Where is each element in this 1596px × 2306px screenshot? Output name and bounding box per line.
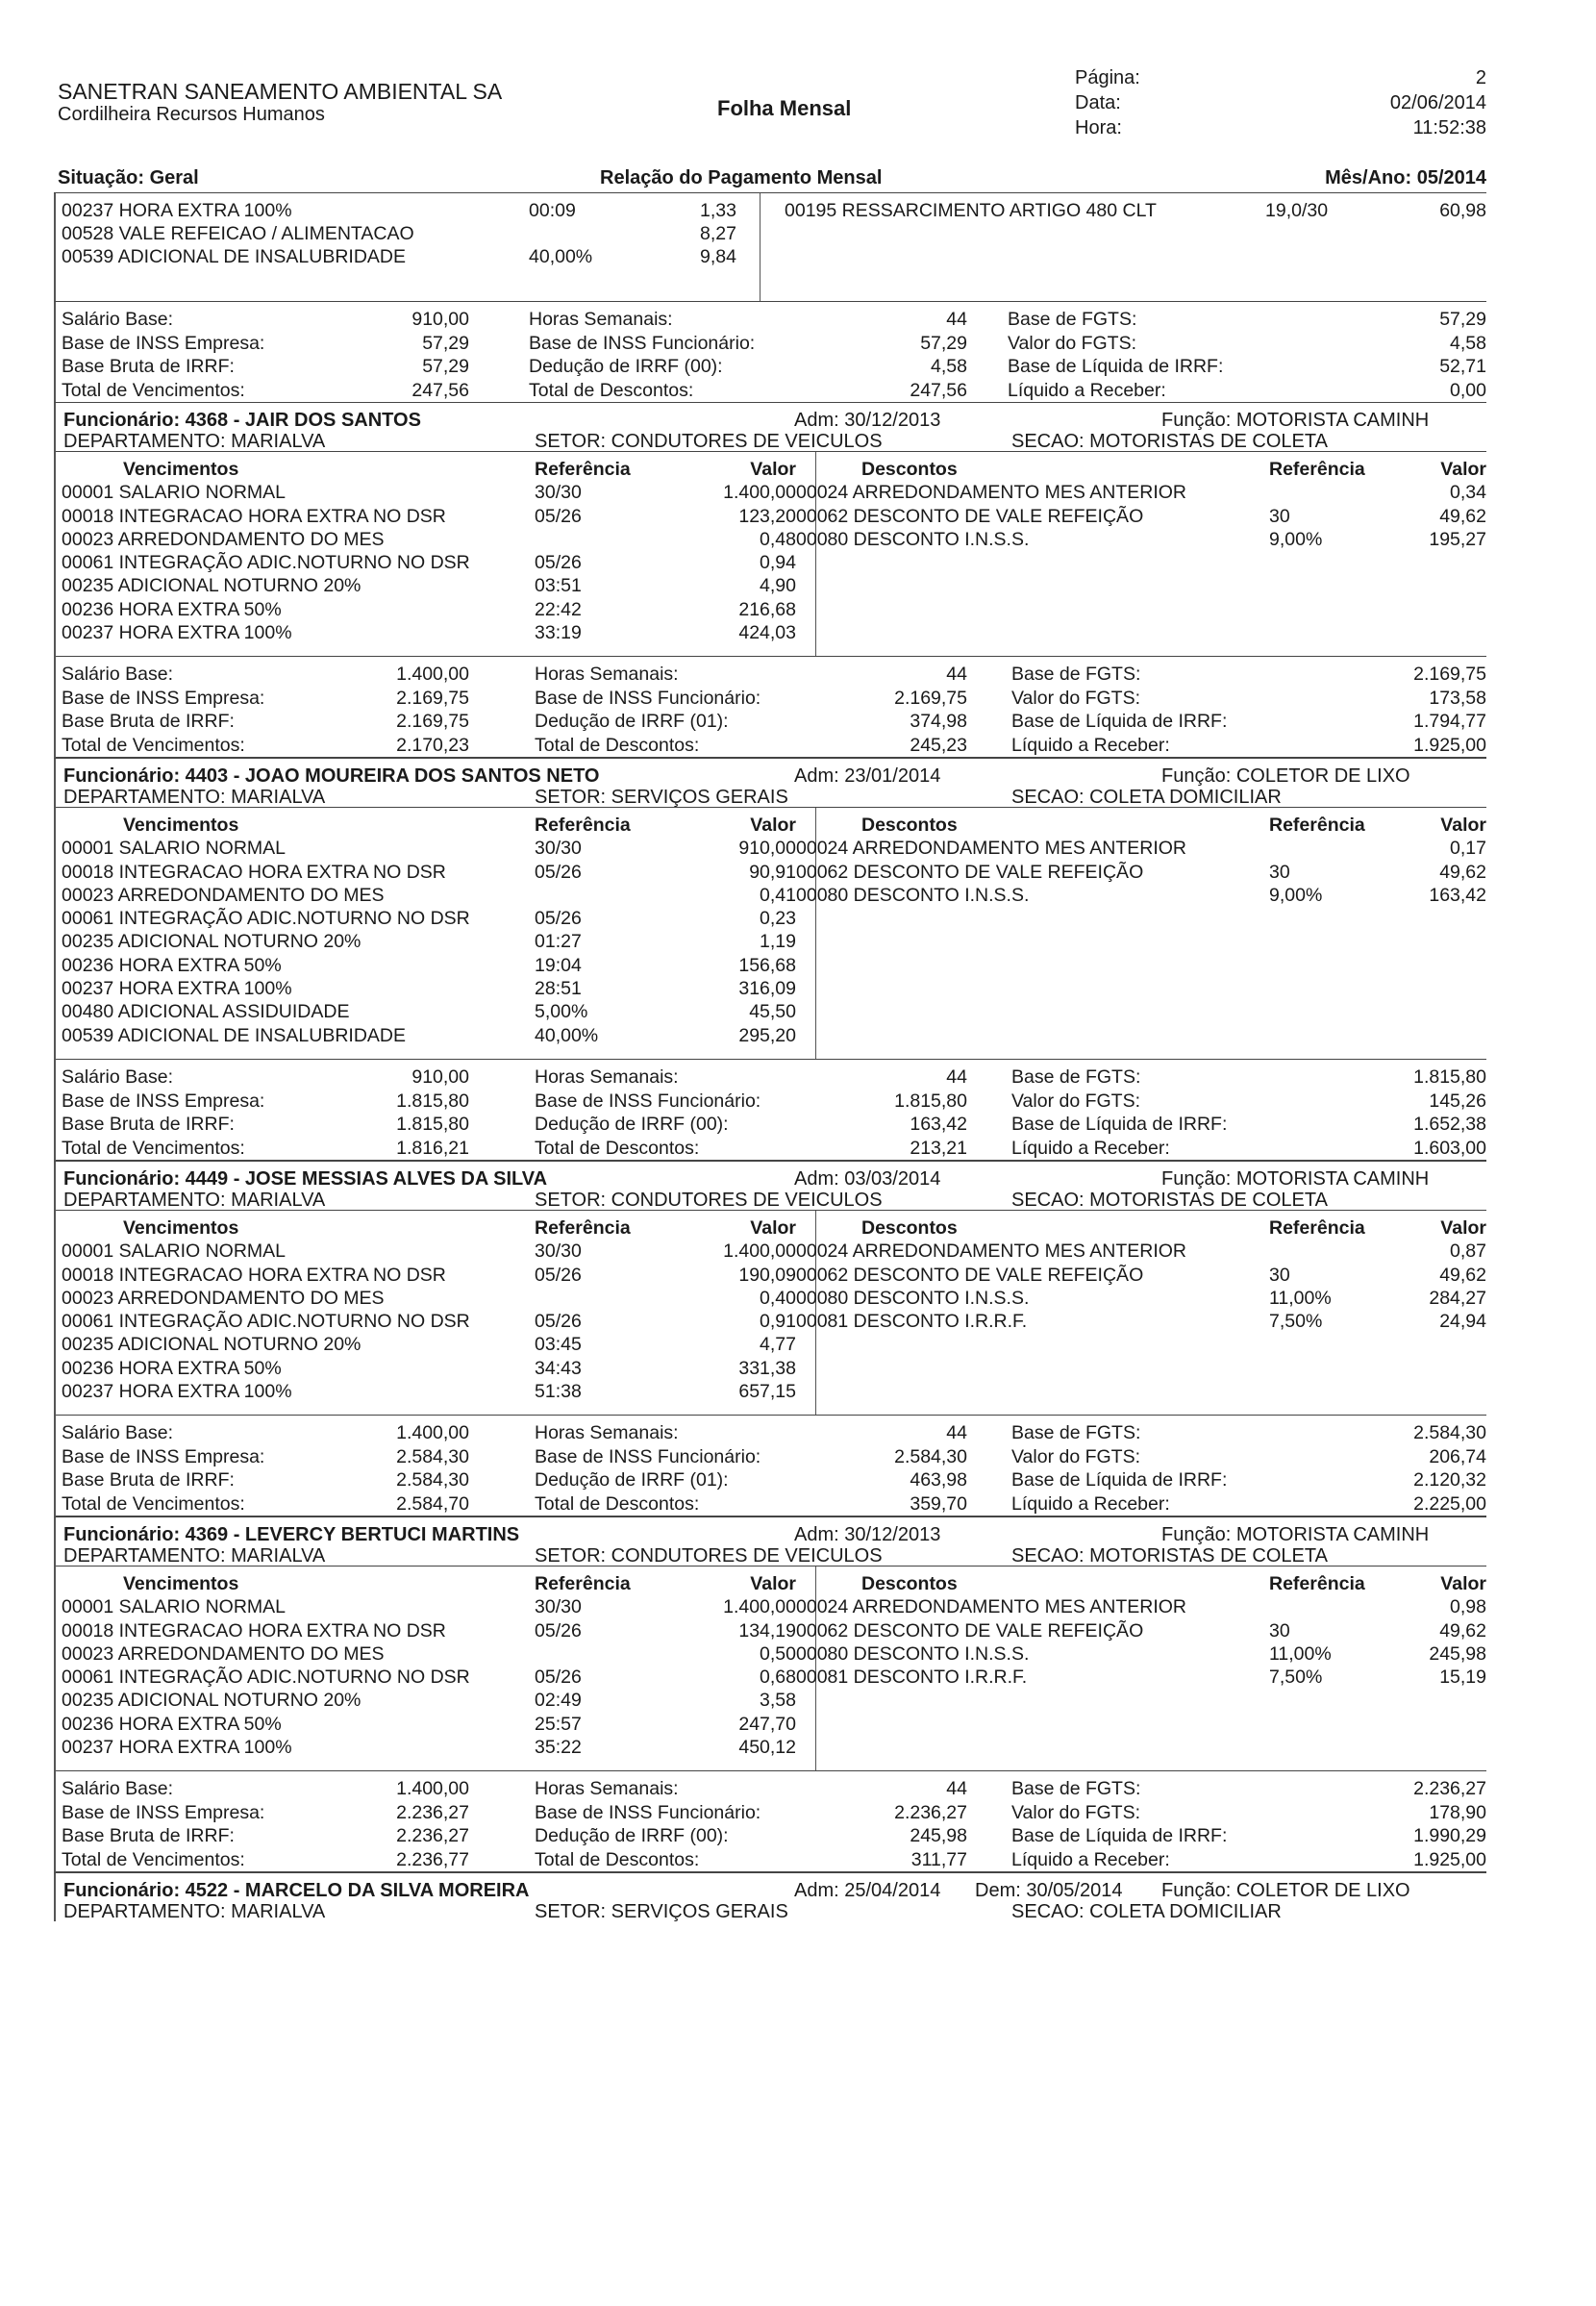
list-item: 00023 ARREDONDAMENTO DO MES xyxy=(62,1642,385,1665)
totals-col1-labels: Salário Base: Base de INSS Empresa: Base Bruta de IRRF: Total de Vencimentos: xyxy=(62,664,265,756)
totals-col3-labels: Base de FGTS: Valor do FGTS: Base de Líquida de IRRF: Líquido a Receber: xyxy=(1011,1066,1228,1159)
column-header: Valor xyxy=(750,1573,796,1594)
column-header: Valor xyxy=(1440,1217,1486,1239)
deductions-value xyxy=(1402,458,1486,551)
situation-label: Situação: Geral xyxy=(58,167,199,188)
list-item: 24,94 xyxy=(1439,1311,1486,1333)
list-item: 9,00% xyxy=(1269,884,1323,906)
report-header xyxy=(54,58,1486,163)
employee-dismissal: Dem: 30/05/2014 xyxy=(975,1880,1123,1901)
list-item: 49,62 xyxy=(1439,861,1486,883)
deductions-desc xyxy=(796,1216,1186,1333)
list-item: 0,48 xyxy=(760,528,796,550)
payroll-page xyxy=(54,58,1486,1921)
column-header: Descontos xyxy=(861,1573,958,1594)
list-item: 49,62 xyxy=(1439,1264,1486,1286)
employee-function: Função: COLETOR DE LIXO xyxy=(1161,765,1410,787)
deductions-value xyxy=(1402,814,1486,907)
list-item xyxy=(535,1287,631,1310)
list-item: 450,12 xyxy=(738,1737,796,1759)
list-item-ref: 19,0/30 xyxy=(1265,200,1329,221)
list-item: 00080 DESCONTO I.N.S.S. xyxy=(796,884,1030,906)
column-header: Valor xyxy=(1440,815,1486,836)
list-item: 0,87 xyxy=(1450,1241,1486,1263)
totals-col2-labels: Horas Semanais: Base de INSS Funcionário: Dedução de IRRF (01): Total de Descontos: xyxy=(535,1422,761,1515)
employee-items xyxy=(56,807,1486,1059)
list-item: 00062 DESCONTO DE VALE REFEIÇÃO xyxy=(796,861,1144,883)
employee-block-last xyxy=(54,1873,1486,1921)
employee-title: Funcionário: 4403 - JOAO MOUREIRA DOS SANTOS NETO xyxy=(63,765,600,787)
list-item: 4,77 xyxy=(760,1334,796,1356)
list-item: 90,91 xyxy=(749,861,796,883)
earnings-value xyxy=(671,814,796,1047)
list-item-ref: 40,00% xyxy=(529,246,593,267)
list-item: 7,50% xyxy=(1269,1667,1323,1689)
deductions-desc xyxy=(796,814,1186,907)
report-subtitle: Relação do Pagamento Mensal xyxy=(600,167,883,188)
report-time: 11:52:38 xyxy=(1412,117,1486,138)
list-item: 51:38 xyxy=(535,1381,582,1403)
list-item: 00539 ADICIONAL DE INSALUBRIDADE xyxy=(62,246,406,267)
employee-department: DEPARTAMENTO: MARIALVA xyxy=(63,1190,326,1211)
date-label: Data: xyxy=(1075,92,1121,113)
list-item: 0,94 xyxy=(760,552,796,574)
list-item: 30 xyxy=(1269,505,1290,527)
employee-section: SECAO: MOTORISTAS DE COLETA xyxy=(1011,431,1328,452)
employee-function: Função: MOTORISTA CAMINH xyxy=(1161,410,1430,431)
employee-list xyxy=(54,403,1486,1873)
list-item: 00001 SALARIO NORMAL xyxy=(62,482,287,504)
employee-items xyxy=(56,1566,1486,1770)
totals-col2-values: 44 2.584,30 463,98 359,70 xyxy=(894,1422,967,1515)
time-label: Hora: xyxy=(1075,117,1122,138)
employee-title: Funcionário: 4368 - JAIR DOS SANTOS xyxy=(63,410,421,431)
employee-function: Função: COLETOR DE LIXO xyxy=(1161,1880,1410,1901)
list-item: 01:27 xyxy=(535,931,582,953)
summary-items xyxy=(54,193,1486,302)
list-item: 00024 ARREDONDAMENTO MES ANTERIOR xyxy=(796,1241,1186,1263)
list-item: 0,23 xyxy=(760,908,796,930)
employee-sector: SETOR: CONDUTORES DE VEICULOS xyxy=(535,431,883,452)
list-item: 22:42 xyxy=(535,598,582,620)
list-item: 00237 HORA EXTRA 100% xyxy=(62,622,292,644)
list-item: 05/26 xyxy=(535,1311,582,1333)
column-header: Vencimentos xyxy=(123,815,239,836)
deductions-value xyxy=(1402,1216,1486,1333)
list-item: 163,42 xyxy=(1429,884,1486,906)
list-item: 0,91 xyxy=(760,1311,796,1333)
list-item: 00062 DESCONTO DE VALE REFEIÇÃO xyxy=(796,1264,1144,1286)
earnings-ref xyxy=(535,1572,631,1759)
employee-admission: Adm: 25/04/2014 xyxy=(794,1880,941,1901)
employee-totals xyxy=(56,1770,1486,1872)
earnings-value xyxy=(671,1572,796,1759)
earnings-desc xyxy=(62,458,470,644)
employee-title: Funcionário: 4522 - MARCELO DA SILVA MOREIRA xyxy=(63,1880,530,1901)
earnings-ref xyxy=(535,458,631,644)
employee-totals xyxy=(56,656,1486,758)
list-item: 00195 RESSARCIMENTO ARTIGO 480 CLT xyxy=(785,200,1157,221)
employee-block xyxy=(54,1162,1486,1517)
list-item: 00237 HORA EXTRA 100% xyxy=(62,978,292,1000)
list-item: 49,62 xyxy=(1439,505,1486,527)
list-item: 03:51 xyxy=(535,575,582,597)
list-item: 00237 HORA EXTRA 100% xyxy=(62,1737,292,1759)
list-item: 00018 INTEGRACAO HORA EXTRA NO DSR xyxy=(62,1619,446,1642)
column-header: Valor xyxy=(1440,459,1486,480)
list-item: 02:49 xyxy=(535,1690,582,1712)
employee-items xyxy=(56,1210,1486,1415)
list-item: 00023 ARREDONDAMENTO DO MES xyxy=(62,884,385,906)
totals-col1-labels: Salário Base: Base de INSS Empresa: Base Bruta de IRRF: Total de Vencimentos: xyxy=(62,1778,265,1870)
list-item: 00061 INTEGRAÇÃO ADIC.NOTURNO NO DSR xyxy=(62,1311,470,1333)
employee-block xyxy=(54,403,1486,759)
employee-section: SECAO: COLETA DOMICILIAR xyxy=(1011,1901,1282,1922)
totals-col1-values: 1.400,00 2.584,30 2.584,30 2.584,70 xyxy=(396,1422,469,1515)
list-item: 00236 HORA EXTRA 50% xyxy=(62,1713,282,1735)
totals-col2-labels: Horas Semanais: Base de INSS Funcionário: Dedução de IRRF (01): Total de Descontos: xyxy=(535,664,761,756)
deductions-ref xyxy=(1269,1572,1365,1689)
totals-col3-labels: Base de FGTS: Valor do FGTS: Base de Líquida de IRRF: Líquido a Receber: xyxy=(1011,1778,1228,1870)
deductions-ref xyxy=(1269,458,1365,551)
employee-sector: SETOR: SERVIÇOS GERAIS xyxy=(535,1901,788,1922)
list-item: 245,98 xyxy=(1429,1642,1486,1665)
list-item: 0,68 xyxy=(760,1667,796,1689)
earnings-ref xyxy=(535,1216,631,1403)
totals-col1-values: 1.400,00 2.169,75 2.169,75 2.170,23 xyxy=(396,664,469,756)
list-item: 3,58 xyxy=(760,1690,796,1712)
list-item: 190,09 xyxy=(738,1264,796,1286)
totals-col3-values: 2.584,30 206,74 2.120,32 2.225,00 xyxy=(1413,1422,1486,1515)
employee-block xyxy=(54,1517,1486,1873)
list-item: 331,38 xyxy=(738,1357,796,1379)
employee-totals xyxy=(56,1415,1486,1516)
list-item: 30/30 xyxy=(535,838,582,860)
list-item: 156,68 xyxy=(738,954,796,976)
company-department: Cordilheira Recursos Humanos xyxy=(58,104,325,125)
employee-title: Funcionário: 4369 - LEVERCY BERTUCI MARTINS xyxy=(63,1524,520,1545)
list-item xyxy=(1269,481,1365,504)
list-item: 03:45 xyxy=(535,1334,582,1356)
list-item: 00235 ADICIONAL NOTURNO 20% xyxy=(62,1690,362,1712)
list-item: 00023 ARREDONDAMENTO DO MES xyxy=(62,528,385,550)
column-header: Referência xyxy=(535,815,631,836)
totals-col2-labels: Horas Semanais: Base de INSS Funcionário: Dedução de IRRF (00): Total de Descontos: xyxy=(529,309,756,401)
list-item: 30 xyxy=(1269,1619,1290,1642)
employee-sector: SETOR: SERVIÇOS GERAIS xyxy=(535,787,788,808)
employee-admission: Adm: 03/03/2014 xyxy=(794,1168,941,1190)
totals-col2-labels: Horas Semanais: Base de INSS Funcionário: Dedução de IRRF (00): Total de Descontos: xyxy=(535,1066,761,1159)
deductions-ref xyxy=(1269,814,1365,907)
list-item: 7,50% xyxy=(1269,1311,1323,1333)
list-item: 0,17 xyxy=(1450,838,1486,860)
employee-department: DEPARTAMENTO: MARIALVA xyxy=(63,787,326,808)
employee-section: SECAO: MOTORISTAS DE COLETA xyxy=(1011,1190,1328,1211)
employee-header xyxy=(56,1517,1486,1566)
totals-col3-labels: Base de FGTS: Valor do FGTS: Base de Líquida de IRRF: Líquido a Receber: xyxy=(1011,1422,1228,1515)
list-item: 05/26 xyxy=(535,908,582,930)
employee-sector: SETOR: CONDUTORES DE VEICULOS xyxy=(535,1190,883,1211)
list-item: 28:51 xyxy=(535,978,582,1000)
list-item: 00001 SALARIO NORMAL xyxy=(62,838,287,860)
page-number: 2 xyxy=(1475,67,1486,88)
list-item: 00539 ADICIONAL DE INSALUBRIDADE xyxy=(62,1024,406,1046)
situation-bar xyxy=(54,163,1486,193)
column-header: Referência xyxy=(1269,459,1365,480)
employee-title: Funcionário: 4449 - JOSE MESSIAS ALVES DA SILVA xyxy=(63,1168,548,1190)
earnings-desc xyxy=(62,1572,470,1759)
list-item xyxy=(535,1642,631,1666)
deductions-ref xyxy=(1269,1216,1365,1333)
list-item: 11,00% xyxy=(1269,1287,1332,1309)
list-item: 00061 INTEGRAÇÃO ADIC.NOTURNO NO DSR xyxy=(62,1667,470,1689)
list-item: 00237 HORA EXTRA 100% xyxy=(62,200,292,221)
header-labels xyxy=(1075,65,1140,140)
list-item: 00081 DESCONTO I.R.R.F. xyxy=(796,1311,1028,1333)
list-item: 00237 HORA EXTRA 100% xyxy=(62,1381,292,1403)
totals-col2-labels: Horas Semanais: Base de INSS Funcionário: Dedução de IRRF (00): Total de Descontos: xyxy=(535,1778,761,1870)
list-item: 00061 INTEGRAÇÃO ADIC.NOTURNO NO DSR xyxy=(62,908,470,930)
employee-admission: Adm: 23/01/2014 xyxy=(794,765,941,787)
list-item: 40,00% xyxy=(535,1024,599,1046)
totals-col2-values: 44 57,29 4,58 247,56 xyxy=(910,309,967,401)
list-item: 30/30 xyxy=(535,1241,582,1263)
summary-left-desc xyxy=(62,199,414,268)
list-item: 5,00% xyxy=(535,1001,588,1023)
page-label: Página: xyxy=(1075,67,1140,88)
list-item: 30/30 xyxy=(535,482,582,504)
totals-col3-labels: Base de FGTS: Valor do FGTS: Base de Líquida de IRRF: Líquido a Receber: xyxy=(1008,309,1224,401)
list-item: 316,09 xyxy=(738,978,796,1000)
list-item: 00024 ARREDONDAMENTO MES ANTERIOR xyxy=(796,838,1186,860)
list-item: 910,00 xyxy=(738,838,796,860)
totals-col1-labels: Salário Base: Base de INSS Empresa: Base Bruta de IRRF: Total de Vencimentos: xyxy=(62,1422,265,1515)
list-item: 33:19 xyxy=(535,622,582,644)
list-item: 45,50 xyxy=(749,1001,796,1023)
list-item: 00001 SALARIO NORMAL xyxy=(62,1241,287,1263)
list-item: 00018 INTEGRACAO HORA EXTRA NO DSR xyxy=(62,861,446,883)
list-item: 30 xyxy=(1269,1264,1290,1286)
column-header: Vencimentos xyxy=(123,1573,239,1594)
list-item: 05/26 xyxy=(535,1667,582,1689)
employee-header xyxy=(56,759,1486,807)
column-header: Referência xyxy=(535,459,631,480)
list-item: 657,15 xyxy=(738,1381,796,1403)
totals-col3-values: 2.169,75 173,58 1.794,77 1.925,00 xyxy=(1413,664,1486,756)
list-item: 00023 ARREDONDAMENTO DO MES xyxy=(62,1287,385,1309)
list-item-ref: 00:09 xyxy=(529,200,576,221)
column-header: Descontos xyxy=(861,1217,958,1239)
list-item-value: 60,98 xyxy=(1439,200,1486,221)
totals-col2-values: 44 2.169,75 374,98 245,23 xyxy=(894,664,967,756)
column-header: Referência xyxy=(1269,1573,1365,1594)
list-item: 284,27 xyxy=(1429,1287,1486,1309)
summary-right-desc xyxy=(785,199,1157,222)
list-item: 0,34 xyxy=(1450,482,1486,504)
employee-function: Função: MOTORISTA CAMINH xyxy=(1161,1524,1430,1545)
list-item: 00024 ARREDONDAMENTO MES ANTERIOR xyxy=(796,482,1186,504)
list-item: 15,19 xyxy=(1439,1667,1486,1689)
list-item xyxy=(535,884,631,907)
list-item: 00080 DESCONTO I.N.S.S. xyxy=(796,528,1030,550)
list-item: 1,19 xyxy=(760,931,796,953)
list-item: 35:22 xyxy=(535,1737,582,1759)
employee-department: DEPARTAMENTO: MARIALVA xyxy=(63,1545,326,1567)
list-item: 00236 HORA EXTRA 50% xyxy=(62,954,282,976)
list-item: 00061 INTEGRAÇÃO ADIC.NOTURNO NO DSR xyxy=(62,552,470,574)
list-item: 00018 INTEGRACAO HORA EXTRA NO DSR xyxy=(62,1264,446,1286)
column-header: Vencimentos xyxy=(123,459,239,480)
list-item: 00018 INTEGRACAO HORA EXTRA NO DSR xyxy=(62,505,446,527)
deductions-value xyxy=(1402,1572,1486,1689)
column-header: Descontos xyxy=(861,815,958,836)
totals-col2-values: 44 2.236,27 245,98 311,77 xyxy=(894,1778,967,1870)
list-item: 295,20 xyxy=(738,1024,796,1046)
column-header: Valor xyxy=(1440,1573,1486,1594)
list-item: 30/30 xyxy=(535,1596,582,1618)
column-header: Valor xyxy=(750,459,796,480)
list-item: 00480 ADICIONAL ASSIDUIDADE xyxy=(62,1001,350,1023)
earnings-ref xyxy=(535,814,631,1047)
list-item: 05/26 xyxy=(535,1264,582,1286)
list-item: 00236 HORA EXTRA 50% xyxy=(62,1357,282,1379)
list-item-value: 9,84 xyxy=(700,246,736,267)
employee-sector: SETOR: CONDUTORES DE VEICULOS xyxy=(535,1545,883,1567)
totals-col1-labels: Salário Base: Base de INSS Empresa: Base Bruta de IRRF: Total de Vencimentos: xyxy=(62,309,265,401)
employee-function: Função: MOTORISTA CAMINH xyxy=(1161,1168,1430,1190)
list-item xyxy=(535,528,631,551)
list-item: 05/26 xyxy=(535,861,582,883)
employee-items xyxy=(56,451,1486,656)
employee-totals xyxy=(56,1059,1486,1161)
employee-header xyxy=(56,1873,1486,1921)
list-item: 00235 ADICIONAL NOTURNO 20% xyxy=(62,575,362,597)
totals-col1-labels: Salário Base: Base de INSS Empresa: Base Bruta de IRRF: Total de Vencimentos: xyxy=(62,1066,265,1159)
column-divider xyxy=(760,193,761,301)
list-item: 30 xyxy=(1269,861,1290,883)
column-header: Referência xyxy=(1269,815,1365,836)
list-item: 195,27 xyxy=(1429,528,1486,550)
report-title: Folha Mensal xyxy=(717,96,852,120)
list-item xyxy=(1269,837,1365,860)
month-year: Mês/Ano: 05/2014 xyxy=(1325,167,1486,188)
header-values xyxy=(1390,65,1486,140)
list-item: 00062 DESCONTO DE VALE REFEIÇÃO xyxy=(796,1619,1144,1642)
list-item: 00001 SALARIO NORMAL xyxy=(62,1596,287,1618)
summary-left-val xyxy=(652,199,736,268)
list-item: 34:43 xyxy=(535,1357,582,1379)
list-item: 247,70 xyxy=(738,1713,796,1735)
list-item-value: 8,27 xyxy=(700,223,736,244)
list-item xyxy=(1269,1595,1365,1618)
list-item: 05/26 xyxy=(535,1619,582,1642)
list-item: 4,90 xyxy=(760,575,796,597)
list-item: 134,19 xyxy=(738,1619,796,1642)
list-item: 00528 VALE REFEICAO / ALIMENTACAO xyxy=(62,223,414,244)
list-item: 1.400,00 xyxy=(723,482,796,504)
employee-department: DEPARTAMENTO: MARIALVA xyxy=(63,431,326,452)
list-item xyxy=(1269,1240,1365,1263)
totals-col1-values: 1.400,00 2.236,27 2.236,27 2.236,77 xyxy=(396,1778,469,1870)
company-name: SANETRAN SANEAMENTO AMBIENTAL SA xyxy=(58,79,503,104)
list-item: 00081 DESCONTO I.R.R.F. xyxy=(796,1667,1028,1689)
column-header: Referência xyxy=(535,1217,631,1239)
list-item-ref xyxy=(529,222,592,245)
list-item: 0,40 xyxy=(760,1287,796,1309)
deductions-desc xyxy=(796,458,1186,551)
column-header: Vencimentos xyxy=(123,1217,239,1239)
list-item: 49,62 xyxy=(1439,1619,1486,1642)
column-header: Valor xyxy=(750,815,796,836)
earnings-desc xyxy=(62,1216,470,1403)
summary-right-val xyxy=(1383,199,1486,222)
totals-col2-values: 44 1.815,80 163,42 213,21 xyxy=(894,1066,967,1159)
column-header: Referência xyxy=(1269,1217,1365,1239)
list-item: 00080 DESCONTO I.N.S.S. xyxy=(796,1642,1030,1665)
list-item: 1.400,00 xyxy=(723,1596,796,1618)
earnings-value xyxy=(671,458,796,644)
list-item: 0,50 xyxy=(760,1642,796,1665)
employee-header xyxy=(56,1162,1486,1210)
summary-totals xyxy=(54,302,1486,403)
list-item: 0,98 xyxy=(1450,1596,1486,1618)
column-header: Valor xyxy=(750,1217,796,1239)
list-item: 00235 ADICIONAL NOTURNO 20% xyxy=(62,1334,362,1356)
employee-block xyxy=(54,759,1486,1162)
list-item: 05/26 xyxy=(535,552,582,574)
deductions-desc xyxy=(796,1572,1186,1689)
employee-header xyxy=(56,403,1486,451)
employee-section: SECAO: COLETA DOMICILIAR xyxy=(1011,787,1282,808)
earnings-value xyxy=(671,1216,796,1403)
list-item: 11,00% xyxy=(1269,1642,1332,1665)
totals-col3-labels: Base de FGTS: Valor do FGTS: Base de Líquida de IRRF: Líquido a Receber: xyxy=(1011,664,1228,756)
summary-left-ref xyxy=(529,199,592,268)
list-item: 0,41 xyxy=(760,884,796,906)
employee-admission: Adm: 30/12/2013 xyxy=(794,410,941,431)
list-item: 216,68 xyxy=(738,598,796,620)
totals-col1-values: 910,00 57,29 57,29 247,56 xyxy=(411,309,469,401)
employee-section: SECAO: MOTORISTAS DE COLETA xyxy=(1011,1545,1328,1567)
list-item: 00062 DESCONTO DE VALE REFEIÇÃO xyxy=(796,505,1144,527)
earnings-desc xyxy=(62,814,470,1047)
list-item: 123,20 xyxy=(738,505,796,527)
column-header: Referência xyxy=(535,1573,631,1594)
list-item: 00024 ARREDONDAMENTO MES ANTERIOR xyxy=(796,1596,1186,1618)
list-item-value: 1,33 xyxy=(700,200,736,221)
list-item: 19:04 xyxy=(535,954,582,976)
list-item: 9,00% xyxy=(1269,528,1323,550)
list-item: 00080 DESCONTO I.N.S.S. xyxy=(796,1287,1030,1309)
list-item: 00236 HORA EXTRA 50% xyxy=(62,598,282,620)
list-item: 1.400,00 xyxy=(723,1241,796,1263)
list-item: 05/26 xyxy=(535,505,582,527)
list-item: 00235 ADICIONAL NOTURNO 20% xyxy=(62,931,362,953)
employee-department: DEPARTAMENTO: MARIALVA xyxy=(63,1901,326,1922)
totals-col1-values: 910,00 1.815,80 1.815,80 1.816,21 xyxy=(396,1066,469,1159)
employee-admission: Adm: 30/12/2013 xyxy=(794,1524,941,1545)
list-item: 25:57 xyxy=(535,1713,582,1735)
totals-col3-values: 57,29 4,58 52,71 0,00 xyxy=(1439,309,1486,401)
totals-col3-values: 1.815,80 145,26 1.652,38 1.603,00 xyxy=(1413,1066,1486,1159)
report-date: 02/06/2014 xyxy=(1389,92,1486,113)
summary-right-ref xyxy=(1265,199,1328,222)
totals-col3-values: 2.236,27 178,90 1.990,29 1.925,00 xyxy=(1413,1778,1486,1870)
column-header: Descontos xyxy=(861,459,958,480)
list-item: 424,03 xyxy=(738,622,796,644)
